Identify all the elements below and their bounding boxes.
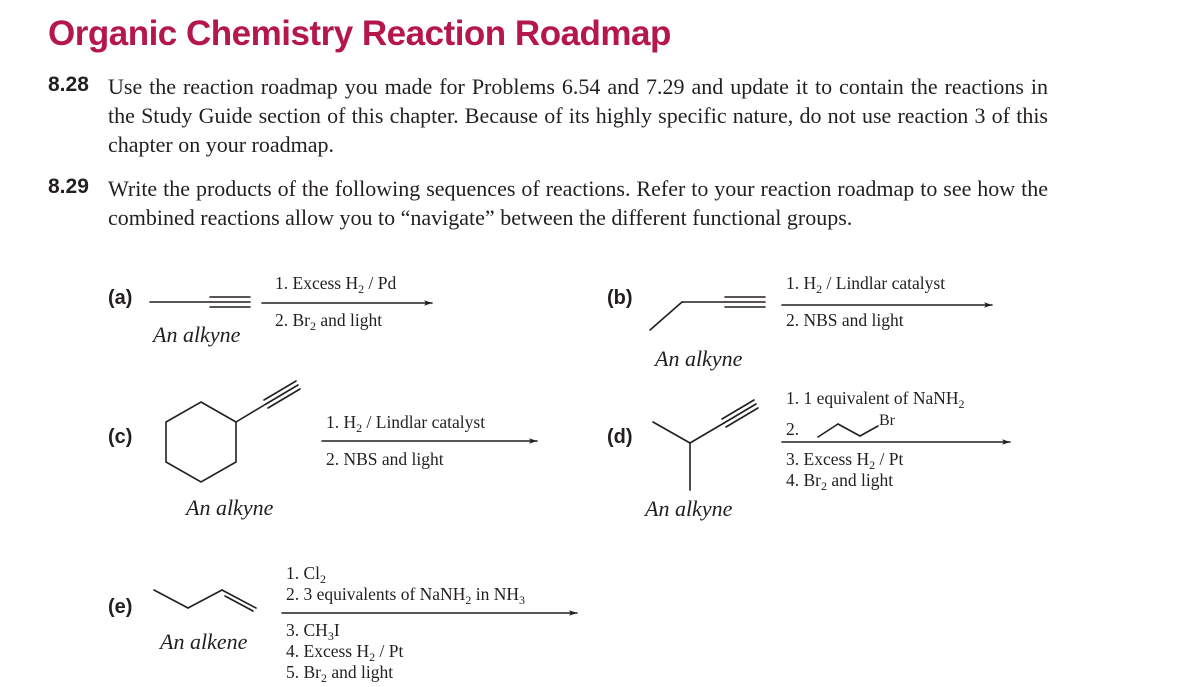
alkyne-d-structure (653, 400, 758, 490)
condition-c-1: 1. $H_2$ / Lindlar catalyst (326, 412, 486, 435)
page-title: Organic Chemistry Reaction Roadmap (48, 14, 671, 53)
problem-number: 8.28 (48, 73, 89, 96)
part-label-c: (c) (108, 426, 133, 448)
alkyne-a-structure (150, 297, 250, 307)
problem-text: Use the reaction roadmap you made for Problems 6.54 and 7.29 and update it to contain the reactions in the Study Guide section of this chapter. Because of its highly specific nature, do not use reaction 3 of this chapter on your roadmap. (108, 74, 1048, 157)
alkyne-b-structure (650, 297, 765, 330)
condition-a-1: 1. Excess $H_2$ / Pd (275, 273, 397, 296)
condition-d-4: 4. $Br_2$ and light (786, 470, 894, 493)
caption-c: An alkyne (186, 495, 274, 520)
condition-a-2: 2. $Br_2$ and light (275, 310, 383, 333)
condition-e-3: 3. $CH_3I$ (286, 620, 340, 643)
condition-d-3: 3. Excess $H_2$ / Pt (786, 449, 904, 472)
part-label-e: (e) (108, 596, 133, 618)
caption-a: An alkyne (153, 322, 241, 347)
part-label-a: (a) (108, 287, 133, 309)
condition-c-2: 2. NBS and light (326, 449, 444, 469)
condition-e-2: 2. 3 equivalents of NaNH$_2$ in $NH_3$ (286, 584, 525, 607)
condition-e-1: 1. $Cl_2$ (286, 563, 327, 586)
condition-d-2: 2. (786, 419, 800, 439)
condition-b-1: 1. $H_2$ / Lindlar catalyst (786, 273, 946, 296)
condition-e-5: 5. $Br_2$ and light (286, 662, 394, 685)
condition-b-2: 2. NBS and light (786, 310, 904, 330)
caption-e: An alkene (160, 629, 248, 654)
caption-b: An alkyne (655, 346, 743, 371)
problem-number: 8.29 (48, 175, 89, 198)
alkyne-c-structure (166, 381, 300, 482)
reagent-atom-br: Br (879, 412, 895, 429)
caption-d: An alkyne (645, 496, 733, 521)
allyl-bromide-reagent (818, 424, 878, 437)
part-label-d: (d) (607, 426, 633, 448)
part-label-b: (b) (607, 287, 633, 309)
problem-text: Write the products of the following sequences of reactions. Refer to your reaction roadmap to see how the combined reactions allow you to “navigate” between the different functional groups. (108, 176, 1048, 230)
condition-d-1: 1. 1 equivalent of NaNH$_2$ (786, 388, 965, 411)
condition-e-4: 4. Excess $H_2$ / Pt (286, 641, 404, 664)
alkene-e-structure (154, 590, 256, 611)
